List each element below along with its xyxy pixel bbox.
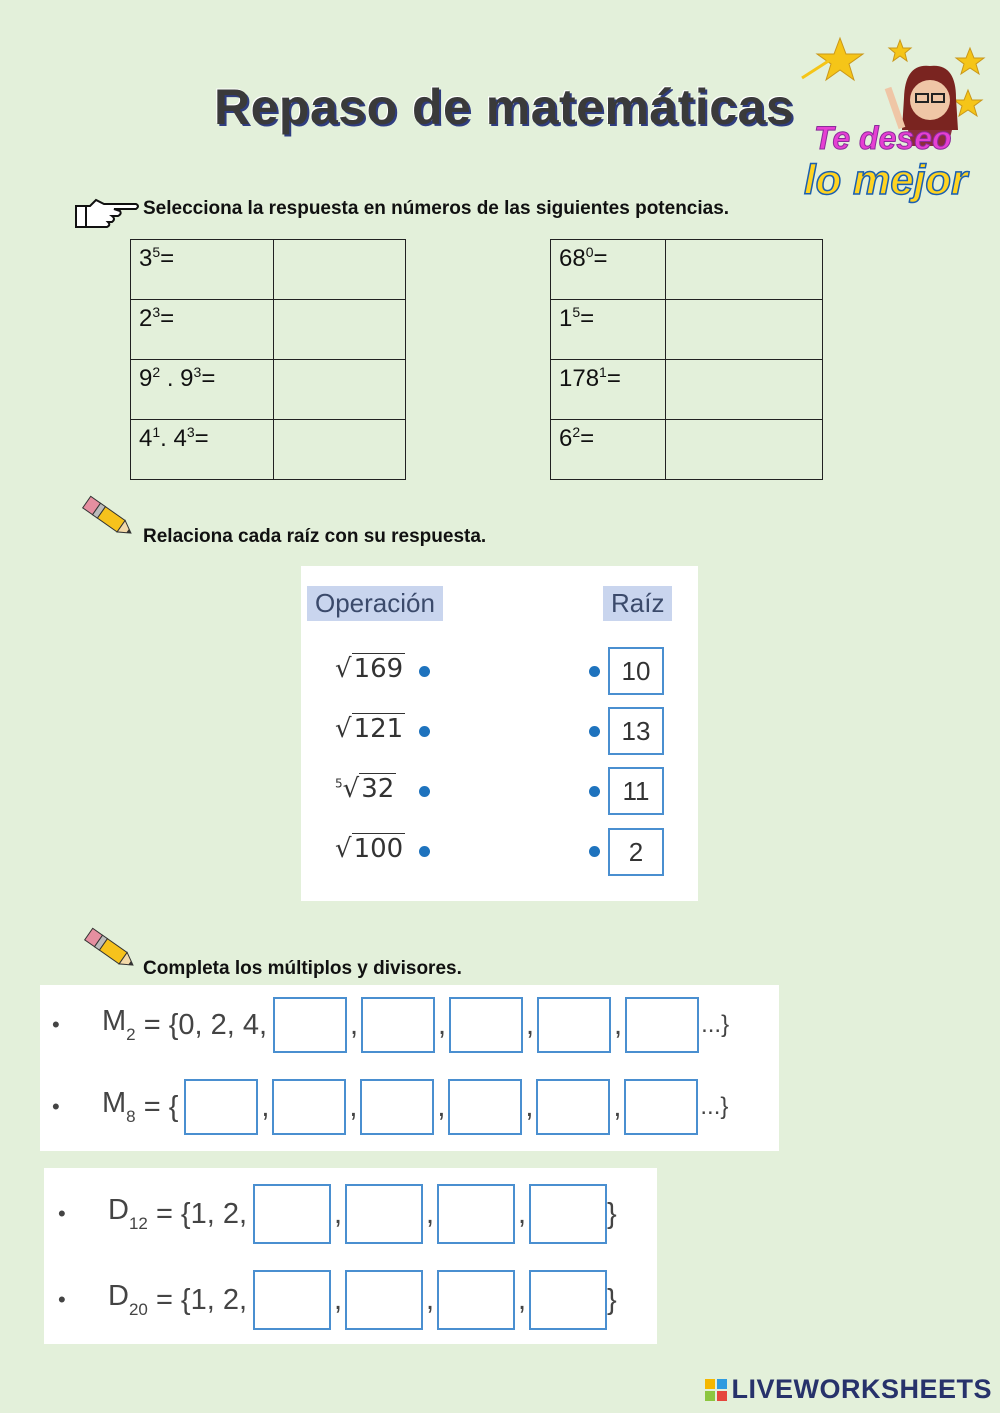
power-expression: $68^0=$: [551, 240, 666, 300]
divisors-row-d12: • $D_{12}$ = {1, 2, , , , }: [58, 1184, 617, 1244]
match-dot-right[interactable]: [589, 666, 600, 677]
answer-input[interactable]: [274, 420, 406, 480]
table-row: [551, 240, 823, 300]
radical-expression: √169: [335, 654, 404, 684]
match-dot-right[interactable]: [589, 726, 600, 737]
pencil-icon: [82, 924, 138, 979]
divisor-input[interactable]: [345, 1270, 423, 1330]
multiple-input[interactable]: [273, 997, 347, 1053]
powers-table-right: [550, 239, 823, 480]
match-dot-right[interactable]: [589, 846, 600, 857]
multiple-input[interactable]: [360, 1079, 434, 1135]
liveworksheets-logo: LIVEWORKSHEETS: [705, 1374, 992, 1405]
match-dot-left[interactable]: [419, 666, 430, 677]
set-prefix: = {1, 2,: [155, 1283, 248, 1316]
match-dot-left[interactable]: [419, 786, 430, 797]
divisor-input[interactable]: [253, 1270, 331, 1330]
table-row: [551, 360, 823, 420]
multiple-input[interactable]: [184, 1079, 258, 1135]
root-answer-box: 2: [608, 828, 664, 876]
instruction-roots: Relaciona cada raíz con su respuesta.: [143, 526, 487, 547]
divisor-input[interactable]: [345, 1184, 423, 1244]
pencil-icon: [80, 492, 136, 547]
sticker: [790, 18, 995, 213]
power-expression: $1^5=$: [551, 300, 666, 360]
divisor-input[interactable]: [529, 1270, 607, 1330]
set-suffix: ...}: [701, 1011, 730, 1038]
set-suffix: }: [607, 1197, 617, 1230]
multiple-input[interactable]: [449, 997, 523, 1053]
multiple-input[interactable]: [625, 997, 699, 1053]
match-dot-right[interactable]: [589, 786, 600, 797]
multiple-input[interactable]: [361, 997, 435, 1053]
power-expression: $9^2$ . $9^3=$: [131, 360, 274, 420]
match-dot-left[interactable]: [419, 846, 430, 857]
answer-input[interactable]: [666, 300, 823, 360]
logo-blocks-icon: [705, 1379, 727, 1401]
divisor-input[interactable]: [437, 1270, 515, 1330]
table-row: [131, 360, 406, 420]
power-expression: $178^1=$: [551, 360, 666, 420]
radical-expression: √100: [335, 834, 404, 864]
set-name: $D_{20}$: [108, 1280, 148, 1319]
set-prefix: = {0, 2, 4,: [143, 1008, 268, 1041]
multiples-panel: [40, 985, 779, 1151]
set-prefix: = {1, 2,: [155, 1197, 248, 1230]
set-name: $D_{12}$: [108, 1194, 148, 1233]
answer-input[interactable]: [274, 240, 406, 300]
root-answer-box: 13: [608, 707, 664, 755]
divisor-input[interactable]: [437, 1184, 515, 1244]
root-answer-box: 11: [608, 767, 664, 815]
power-expression: $6^2=$: [551, 420, 666, 480]
divisor-input[interactable]: [529, 1184, 607, 1244]
table-row: [131, 420, 406, 480]
table-row: [131, 240, 406, 300]
multiple-input[interactable]: [624, 1079, 698, 1135]
multiples-row-m2: • $M_2$ = {0, 2, 4, , , , , ...}: [52, 997, 729, 1053]
root-answer-box: 10: [608, 647, 664, 695]
multiple-input[interactable]: [448, 1079, 522, 1135]
multiple-input[interactable]: [272, 1079, 346, 1135]
multiple-input[interactable]: [537, 997, 611, 1053]
table-row: [131, 300, 406, 360]
roots-panel: [301, 566, 698, 901]
set-suffix: }: [607, 1283, 617, 1316]
multiple-input[interactable]: [536, 1079, 610, 1135]
divisor-input[interactable]: [253, 1184, 331, 1244]
divisors-panel: [44, 1168, 657, 1344]
power-expression: $2^3=$: [131, 300, 274, 360]
table-row: [551, 420, 823, 480]
table-row: [551, 300, 823, 360]
set-prefix: = {: [143, 1090, 179, 1123]
header-operation: Operación: [307, 586, 443, 621]
divisors-row-d20: • $D_{20}$ = {1, 2, , , , }: [58, 1270, 617, 1330]
set-name: $M_8$: [102, 1087, 136, 1126]
radical-expression: $^5$√32: [335, 774, 395, 804]
set-suffix: ...}: [700, 1093, 729, 1120]
instruction-powers: Selecciona la respuesta en números de las siguientes potencias.: [143, 198, 730, 219]
multiples-row-m8: • $M_8$ = { , , , , , ...}: [52, 1079, 728, 1135]
set-name: $M_2$: [102, 1005, 136, 1044]
answer-input[interactable]: [666, 360, 823, 420]
sticker-line1: Te deseo: [814, 120, 952, 156]
header-root: Raíz: [603, 586, 672, 621]
power-expression: $4^1$. $4^3=$: [131, 420, 274, 480]
radical-expression: √121: [335, 714, 404, 744]
answer-input[interactable]: [666, 240, 823, 300]
power-expression: $3^5=$: [131, 240, 274, 300]
pointing-hand-icon: [74, 196, 142, 239]
answer-input[interactable]: [274, 300, 406, 360]
answer-input[interactable]: [666, 420, 823, 480]
answer-input[interactable]: [274, 360, 406, 420]
powers-table-left: [130, 239, 406, 480]
page-title: Repaso de matemáticas: [214, 79, 795, 135]
instruction-multiples: Completa los múltiplos y divisores.: [143, 958, 462, 979]
match-dot-left[interactable]: [419, 726, 430, 737]
sticker-line2: lo mejor: [804, 156, 968, 203]
